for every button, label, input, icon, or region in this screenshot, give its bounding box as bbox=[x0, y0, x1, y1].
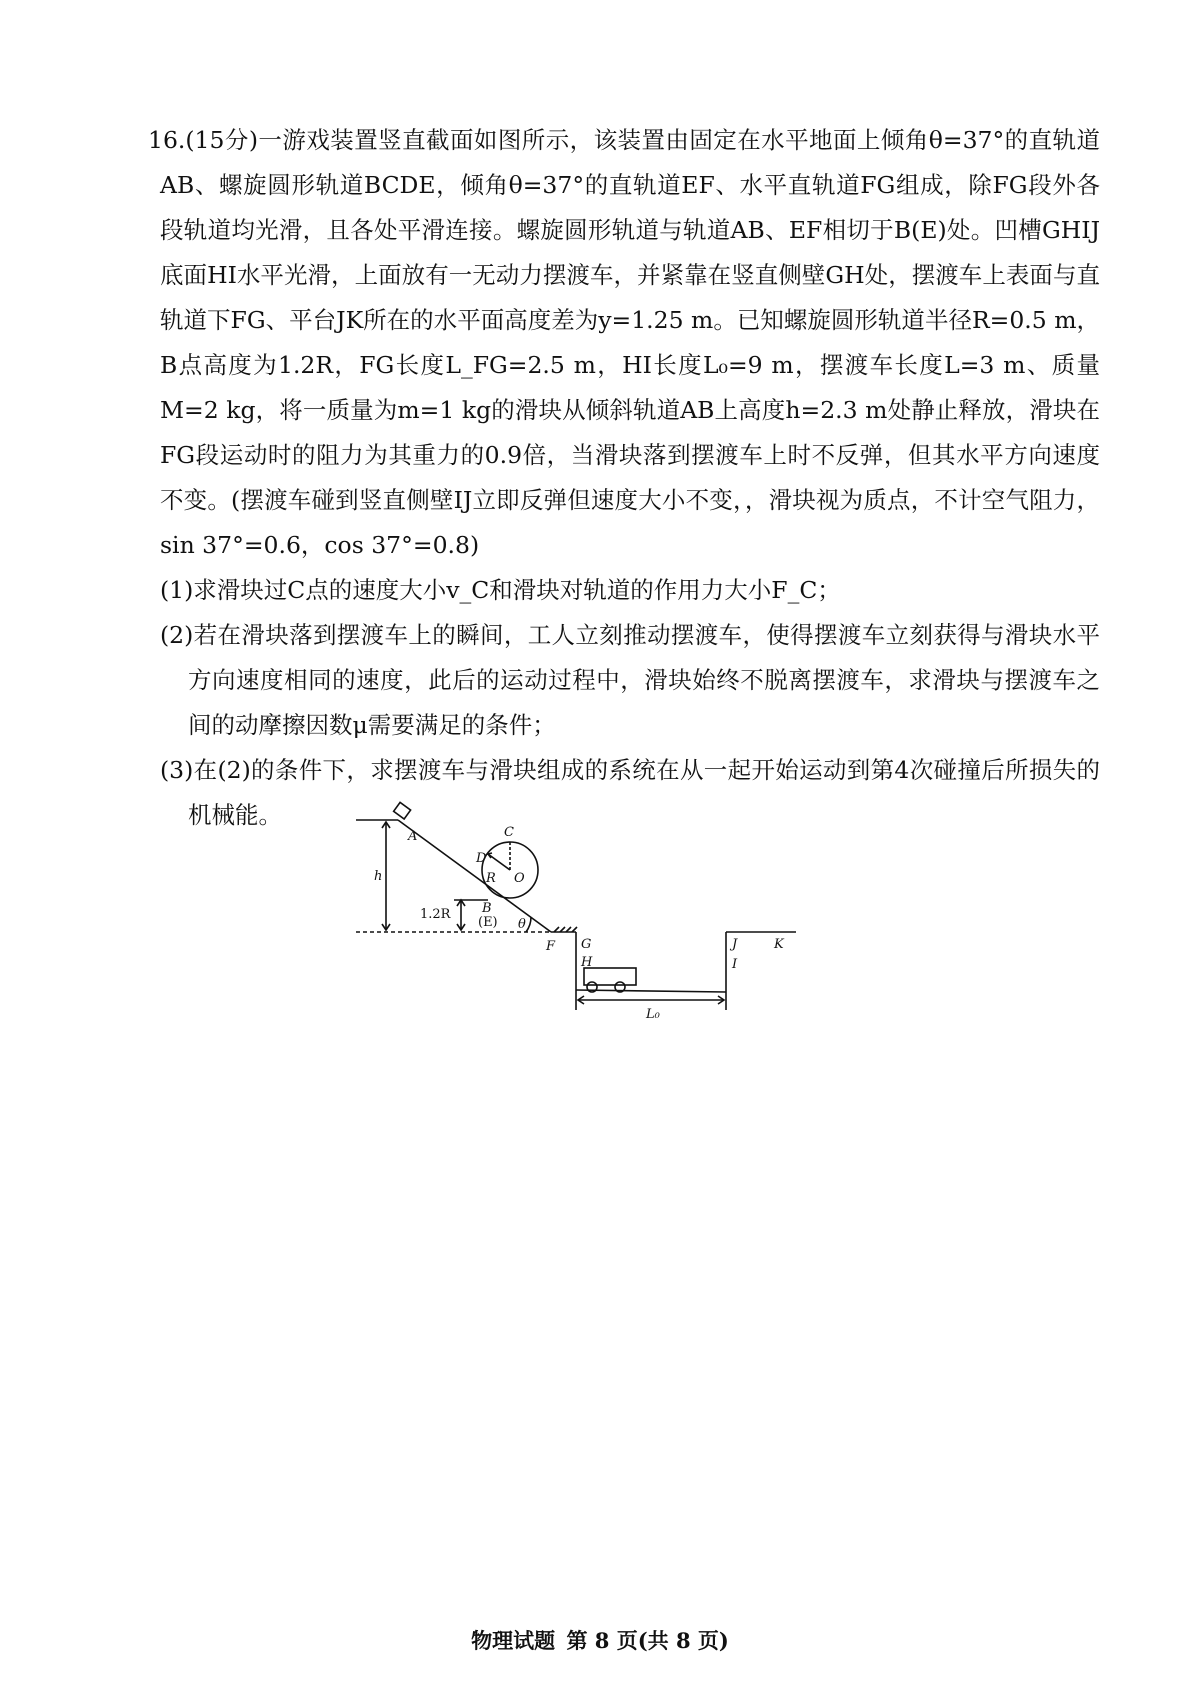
label-I: I bbox=[732, 957, 738, 972]
page-footer bbox=[0, 1625, 1200, 1655]
label-theta: θ bbox=[518, 917, 526, 932]
label-H: H bbox=[581, 955, 593, 970]
label-R: R bbox=[486, 871, 496, 886]
label-O: O bbox=[514, 871, 525, 886]
question-16 bbox=[148, 118, 1100, 838]
question-stem-text: (15分)一游戏装置竖直截面如图所示，该装置由固定在水平地面上倾角θ=37°的直轨道AB、螺旋圆形轨道BCDE，倾角θ=37°的直轨道EF、水平直轨道FG组成，除FG段外各段轨道均光滑，且各处平滑连接。螺旋圆形轨道与轨道AB、EF相切于B(E)处。凹槽GHIJ底面HI水平光滑，上面放有一无动力摆渡车，并紧靠在竖直侧壁GH处，摆渡车上表面与直轨道下FG、平台JK所在的水平面高度差为y=1.25 m。已知螺旋圆形轨道半径R=0.5 m，B点高度为1.2R，FG长度L_FG=2.5 m，HI长度L₀=9 m，摆渡车长度L=3 m、质量M=2 kg，将一质量为m=1 kg的滑块从倾斜轨道AB上高度h=2.3 m处静止释放，滑块在FG段运动时的阻力为其重力的0.9倍，当滑块落到摆渡车上时不反弹，但其水平方向速度不变。(摆渡车碰到竖直侧壁IJ立即反弹但速度大小不变，，滑块视为质点，不计空气阻力，sin 37°=0.6，cos 37°=0.8) bbox=[160, 126, 1100, 559]
footer-page: 第 8 页(共 8 页) bbox=[566, 1628, 729, 1653]
label-h: h bbox=[374, 869, 383, 884]
label-L0: L₀ bbox=[646, 1007, 660, 1022]
question-number: 16. bbox=[148, 126, 186, 154]
label-G: G bbox=[581, 937, 592, 952]
label-height-b: 1.2R bbox=[420, 907, 451, 922]
label-K: K bbox=[774, 937, 784, 952]
label-J: J bbox=[732, 937, 738, 952]
label-F: F bbox=[546, 939, 556, 954]
label-C: C bbox=[504, 825, 514, 840]
label-E: (E) bbox=[478, 915, 498, 930]
footer-subject: 物理试题 bbox=[471, 1628, 556, 1653]
track-diagram bbox=[376, 800, 856, 1040]
sub-question-3: (3)在(2)的条件下，求摆渡车与滑块组成的系统在从一起开始运动到第4次碰撞后所损失的机械能。 bbox=[160, 756, 1100, 829]
sub-question-1: (1)求滑块过C点的速度大小v_C和滑块对轨道的作用力大小F_C； bbox=[160, 576, 841, 604]
label-A: A bbox=[408, 829, 418, 844]
label-D: D bbox=[476, 851, 487, 866]
label-B: B bbox=[482, 901, 492, 916]
question-stem bbox=[148, 118, 1100, 568]
sub-question-2: (2)若在滑块落到摆渡车上的瞬间，工人立刻推动摆渡车，使得摆渡车立刻获得与滑块水平方向速度相同的速度，此后的运动过程中，滑块始终不脱离摆渡车，求滑块与摆渡车之间的动摩擦因数μ需要满足的条件； bbox=[160, 621, 1100, 739]
